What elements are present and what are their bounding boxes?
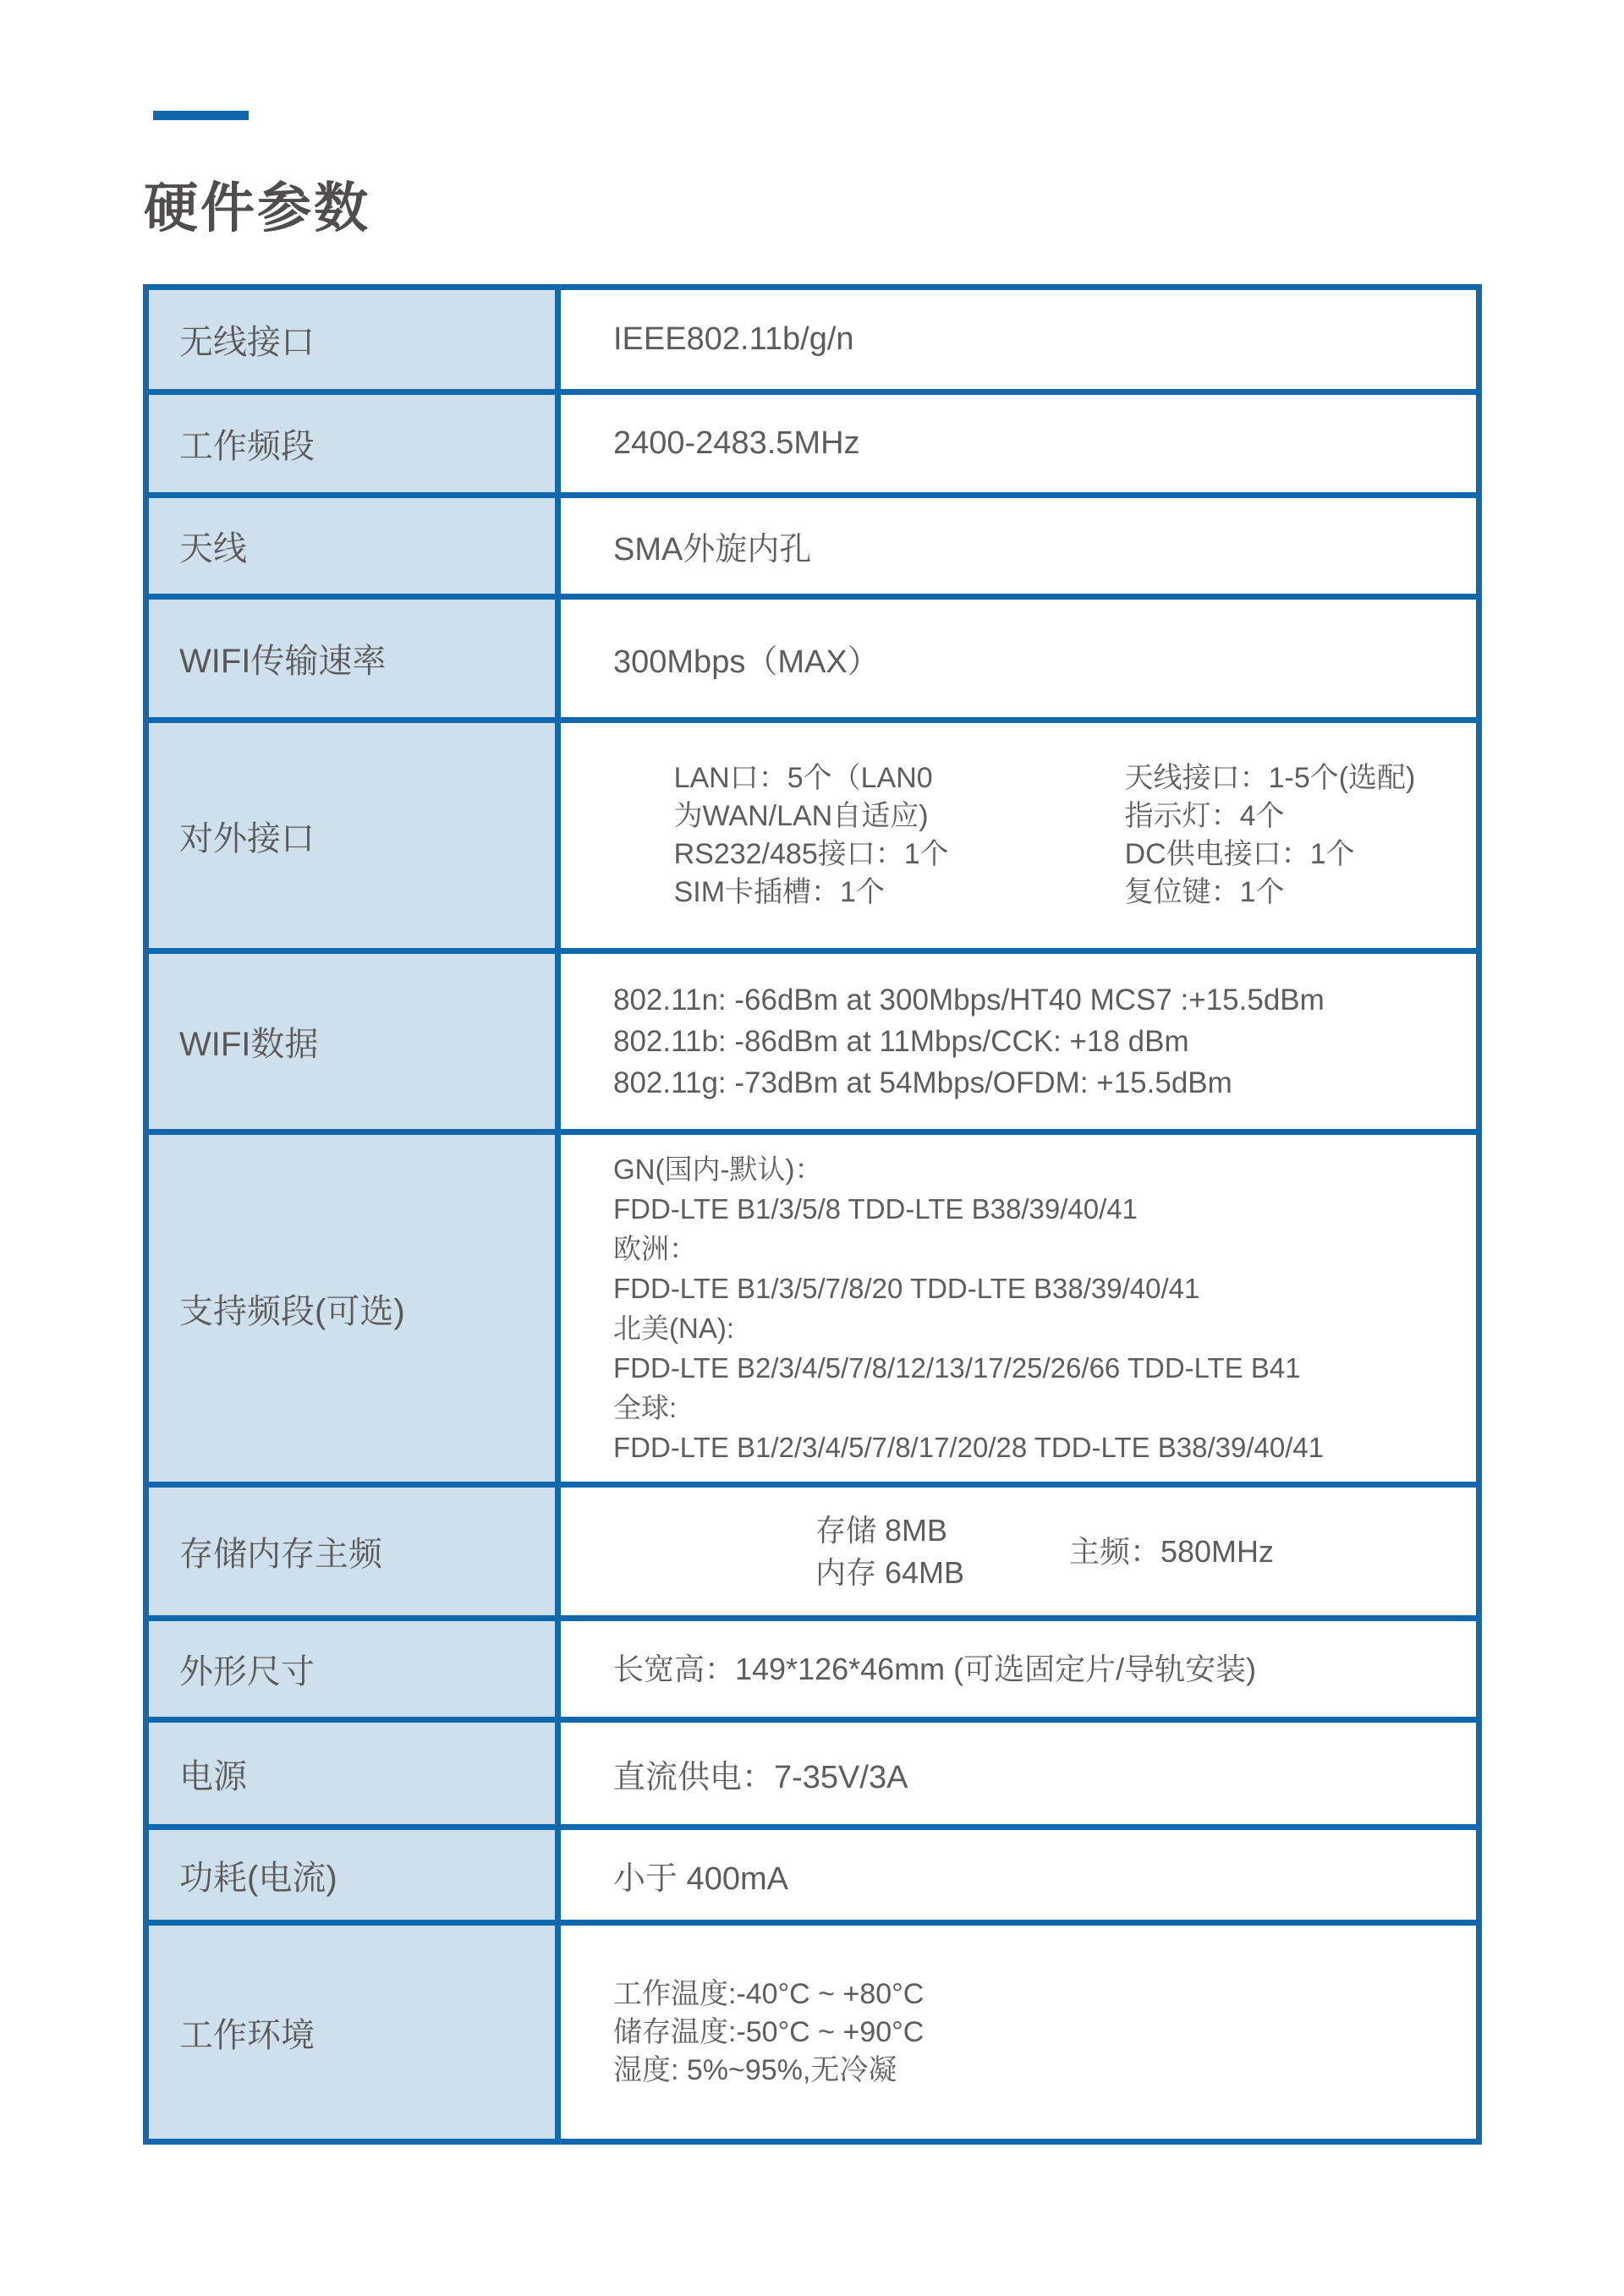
- row-label: 无线接口: [149, 290, 555, 389]
- value-line: SIM卡插槽：1个: [673, 876, 885, 908]
- value-line: FDD-LTE B1/2/3/4/5/7/8/17/20/28 TDD-LTE B38/39/40/41: [613, 1432, 1325, 1463]
- row-value: 300Mbps（MAX）: [561, 600, 1476, 717]
- table-row-environment: [149, 1926, 1476, 2139]
- row-value: SMA外旋内孔: [561, 498, 1476, 594]
- page-title: 硬件参数: [144, 177, 370, 238]
- table-row-dimensions: [149, 1621, 1476, 1717]
- value-line: RS232/485接口：1个: [673, 838, 949, 870]
- row-label: WIFI数据: [149, 954, 555, 1129]
- row-value: [561, 954, 1476, 1129]
- value-line: GN(国内-默认)：: [613, 1153, 823, 1185]
- row-label: 对外接口: [149, 723, 555, 948]
- row-value: [561, 1488, 1476, 1615]
- row-label: 天线: [149, 498, 555, 594]
- value-line: LAN口：5个（LAN0: [673, 762, 933, 794]
- interfaces-right-column: [1125, 759, 1416, 912]
- row-label: 外形尺寸: [149, 1621, 555, 1717]
- table-row-antenna: [149, 498, 1476, 594]
- row-value: 小于 400mA: [561, 1830, 1476, 1920]
- table-row-frequency-band: [149, 395, 1476, 492]
- table-row-wifi-rate: [149, 600, 1476, 717]
- value-line: 天线接口：1-5个(选配): [1124, 762, 1416, 794]
- row-label: 功耗(电流): [149, 1830, 555, 1920]
- value-line: 北美(NA):: [613, 1312, 734, 1344]
- value-line: 湿度: 5%~95%,无冷凝: [613, 2053, 897, 2086]
- clock-column: [1069, 1531, 1274, 1573]
- row-value: 长宽高：149*126*46mm (可选固定片/导轨安装): [561, 1621, 1476, 1717]
- value-line: 802.11b: -86dBm at 11Mbps/CCK: +18 dBm: [613, 1025, 1189, 1058]
- table-row-wireless-interface: [149, 290, 1476, 389]
- hardware-spec-table: [143, 284, 1482, 2145]
- value-line: FDD-LTE B2/3/4/5/7/8/12/13/17/25/26/66 TDD-LTE B41: [613, 1352, 1301, 1384]
- value-line: 工作温度:-40°C ~ +80°C: [613, 1977, 924, 2010]
- table-row-wifi-data: [149, 954, 1476, 1129]
- interfaces-left-column: [674, 759, 1125, 912]
- value-line: DC供电接口：1个: [1124, 838, 1355, 870]
- table-row-supported-bands: [149, 1135, 1476, 1482]
- value-line: 存储 8MB: [815, 1512, 947, 1548]
- value-line: 储存温度:-50°C ~ +90°C: [613, 2015, 924, 2048]
- row-label: 存储内存主频: [149, 1488, 555, 1615]
- table-row-power: [149, 1723, 1476, 1824]
- value-line: 全球:: [613, 1392, 678, 1423]
- value-line: 802.11n: -66dBm at 300Mbps/HT40 MCS7 :+15.5dBm: [613, 984, 1325, 1016]
- value-line: 欧洲：: [613, 1233, 697, 1264]
- row-label: 电源: [149, 1723, 555, 1824]
- value-line: FDD-LTE B1/3/5/8 TDD-LTE B38/39/40/41: [613, 1193, 1138, 1225]
- table-row-consumption: [149, 1830, 1476, 1920]
- row-value: 直流供电：7-35V/3A: [561, 1723, 1476, 1824]
- storage-memory-column: [815, 1510, 1069, 1594]
- row-value: [561, 1926, 1476, 2139]
- value-line: 为WAN/LAN自适应): [673, 800, 929, 832]
- table-row-external-interfaces: [149, 723, 1476, 948]
- value-line: 主频：580MHz: [1068, 1533, 1275, 1569]
- row-label: 工作环境: [149, 1926, 555, 2139]
- value-line: 802.11g: -73dBm at 54Mbps/OFDM: +15.5dBm: [613, 1066, 1232, 1099]
- row-label: 工作频段: [149, 395, 555, 492]
- value-line: 复位键：1个: [1124, 876, 1285, 908]
- value-line: FDD-LTE B1/3/5/7/8/20 TDD-LTE B38/39/40/41: [613, 1273, 1200, 1304]
- row-value: [561, 723, 1476, 948]
- row-value: 2400-2483.5MHz: [561, 395, 1476, 492]
- row-value: [561, 1135, 1476, 1482]
- row-label: WIFI传输速率: [149, 600, 555, 717]
- table-row-storage-memory-clock: [149, 1488, 1476, 1615]
- row-label: 支持频段(可选): [149, 1135, 555, 1482]
- row-value: IEEE802.11b/g/n: [561, 290, 1476, 389]
- value-line: 内存 64MB: [815, 1554, 965, 1590]
- title-accent-dash: [153, 111, 249, 120]
- value-line: 指示灯：4个: [1124, 800, 1285, 832]
